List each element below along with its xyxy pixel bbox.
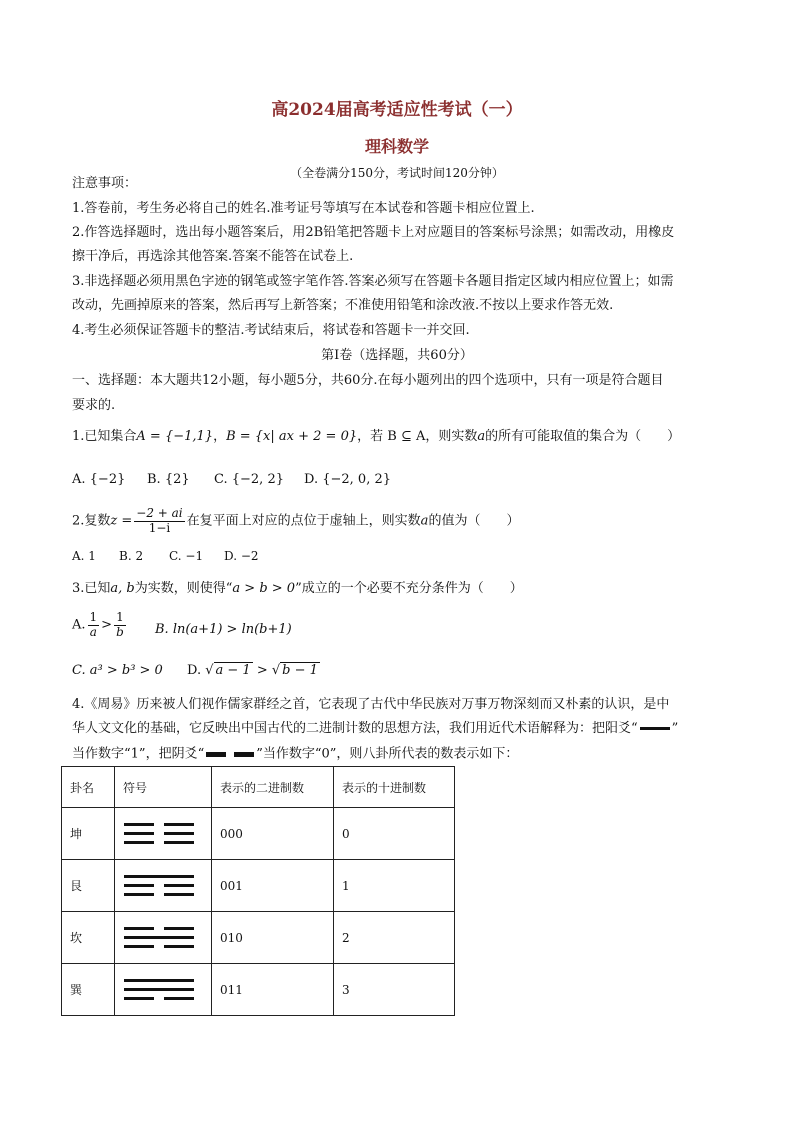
q3-option-a-num-2: 1 [114,611,126,626]
notice-item-2-line-1: 2.作答选择题时，选出每小题答案后，用2B铅笔把答题卡上对应题目的答案标号涂黑；如需改动，用橡皮 [72,225,675,240]
page-title: 高2024届高考适应性考试（一） [271,100,523,120]
trigram-symbol [115,912,212,964]
q2-numerator: −2 + ai [136,506,183,520]
notice-item-3-line-2: 改动，先画掉原来的答案，然后再写上新答案；不准使用铅笔和涂改液.不按以上要求作答无效. [72,298,614,313]
q4-line-2-end: ” [671,721,679,736]
q4-line-3 [72,746,518,762]
trigram-table [61,766,455,1016]
trigram-name: 坎 [62,912,115,964]
q1-option-b: B. {2} [147,472,190,487]
header-name: 卦名 [62,767,115,808]
notice-item-1: 1.答卷前，考生务必将自己的姓名.准考证号等填写在本试卷和答题卡相应位置上. [72,201,535,216]
q3-condition: a > b > 0 [232,581,296,596]
notice-item-4: 4.考生必须保证答题卡的整洁.考试结束后，将试卷和答题卡一并交回. [72,323,470,338]
q4-line-2 [72,721,678,737]
q3-option-c: C. a³ > b³ > 0 [72,663,163,678]
q1-set-a: A = {−1,1} [136,429,214,444]
q1-prefix: 1.已知集合 [72,429,137,444]
trigram-binary: 010 [212,912,334,964]
yang-line-icon [640,727,670,730]
q2-variable: a [420,513,429,529]
header-decimal: 表示的十进制数 [334,767,455,808]
q3-option-a-frac-2 [114,611,126,640]
section-intro-line-2: 要求的. [72,398,116,413]
q3-tail: ”成立的一个必要不充分条件为（ ） [295,581,523,596]
section-heading: 第Ⅰ卷（选择题，共60分） [321,348,473,363]
table-row [62,912,455,964]
q3-option-a-den-2: b [116,624,124,639]
q1-comma: ， [213,429,227,444]
trigram-name: 巽 [62,964,115,1016]
trigram-binary: 011 [212,964,334,1016]
q1-tail: 的所有可能取值的集合为（ ） [485,429,681,444]
trigram-binary: 000 [212,808,334,860]
trigram-decimal: 3 [334,964,455,1016]
q4-line-3-start: 当作数字“1”，把阴爻“ [72,746,205,762]
q4-line-1: 4.《周易》历来被人们视作儒家群经之首，它表现了古代中华民族对万事万物深刻而又朴素的认识，是中 [72,697,670,712]
q3-option-d-gt: > [256,663,268,678]
q1-suffix: ，则实数 [425,429,478,444]
yin-line-icon [206,746,254,762]
trigram-symbol [115,860,212,912]
q3-option-a-den-1: a [89,624,97,639]
q3-option-b: B. ln(a+1) > ln(b+1) [155,622,292,637]
q2-option-d: D. −2 [224,549,259,563]
q3-prefix: 3.已知 [72,581,111,596]
gen-trigram-icon [123,874,195,898]
table-row [62,808,455,860]
q2-option-a: A. 1 [72,549,96,563]
kun-trigram-icon [123,822,195,846]
q1-set-b: B = {x| ax + 2 = 0} [226,429,358,444]
q3-option-a-label: A. [72,617,86,633]
q3-option-a [72,611,128,640]
trigram-decimal: 0 [334,808,455,860]
q4-line-2-text: 华人文文化的基础，它反映出中国古代的二进制计数的思想方法，我们用近代术语解释为：把阳爻“ [72,721,638,736]
q1-option-c: C. {−2, 2} [214,472,284,487]
q2-middle: 在复平面上对应的点位于虚轴上，则实数 [186,513,421,529]
q3-option-a-gt: > [101,617,113,633]
notice-heading: 注意事项： [72,176,138,191]
trigram-symbol [115,964,212,1016]
subject-title: 理科数学 [364,137,429,156]
exam-meta: （全卷满分150分，考试时间120分钟） [290,166,504,180]
notice-item-3-line-1: 3.非选择题必须用黑色字迹的钢笔或签字笔作答.答案必须写在答题卡各题目指定区域内相应位置上；如需 [72,274,674,289]
q3-option-d-label: D. [187,663,202,678]
table-row [62,860,455,912]
q3-option-d: D. √ a − 1 > √ b − 1 [187,663,318,678]
q1-variable: a [477,429,486,444]
q2-tail: 的值为（ ） [428,513,520,529]
kan-trigram-icon [123,926,195,950]
q3-option-a-num-1: 1 [89,610,98,624]
question-2-stem [72,507,519,536]
q2-z-equals: z = [110,513,133,529]
table-row [62,964,455,1016]
header-binary: 表示的二进制数 [212,767,334,808]
trigram-decimal: 1 [334,860,455,912]
trigram-binary: 001 [212,860,334,912]
question-1-stem [72,429,680,445]
q1-condition: ，若 B ⊆ A [357,429,426,444]
trigram-name: 艮 [62,860,115,912]
question-3-stem [72,581,523,597]
q3-variables: a, b [110,581,135,596]
q4-line-3-end: ”当作数字“0”，则八卦所代表的数表示如下： [256,746,519,762]
q2-prefix: 2.复数 [72,513,111,529]
trigram-decimal: 2 [334,912,455,964]
trigram-name: 坤 [62,808,115,860]
table-header-row [62,767,455,808]
section-intro-line-1: 一、选择题：本大题共12小题，每小题5分，共60分.在每小题列出的四个选项中，只有一项是符合题目 [72,373,664,388]
q2-denominator: 1−i [148,520,171,535]
q1-option-a: A. {−2} [72,472,126,487]
q3-option-a-frac-1 [88,611,100,640]
q3-middle: 为实数，则使得“ [134,581,233,596]
q2-fraction [134,507,184,536]
q3-option-d-radicand-1: a − 1 [215,663,251,678]
q1-option-d: D. {−2, 0, 2} [304,472,392,487]
q2-option-b: B. 2 [119,549,144,563]
trigram-symbol [115,808,212,860]
q3-option-d-radicand-2: b − 1 [282,663,318,678]
xun-trigram-icon [123,978,195,1002]
notice-item-2-line-2: 擦干净后，再选涂其他答案.答案不能答在试卷上. [72,249,354,264]
q2-option-c: C. −1 [169,549,204,563]
header-symbol: 符号 [115,767,212,808]
